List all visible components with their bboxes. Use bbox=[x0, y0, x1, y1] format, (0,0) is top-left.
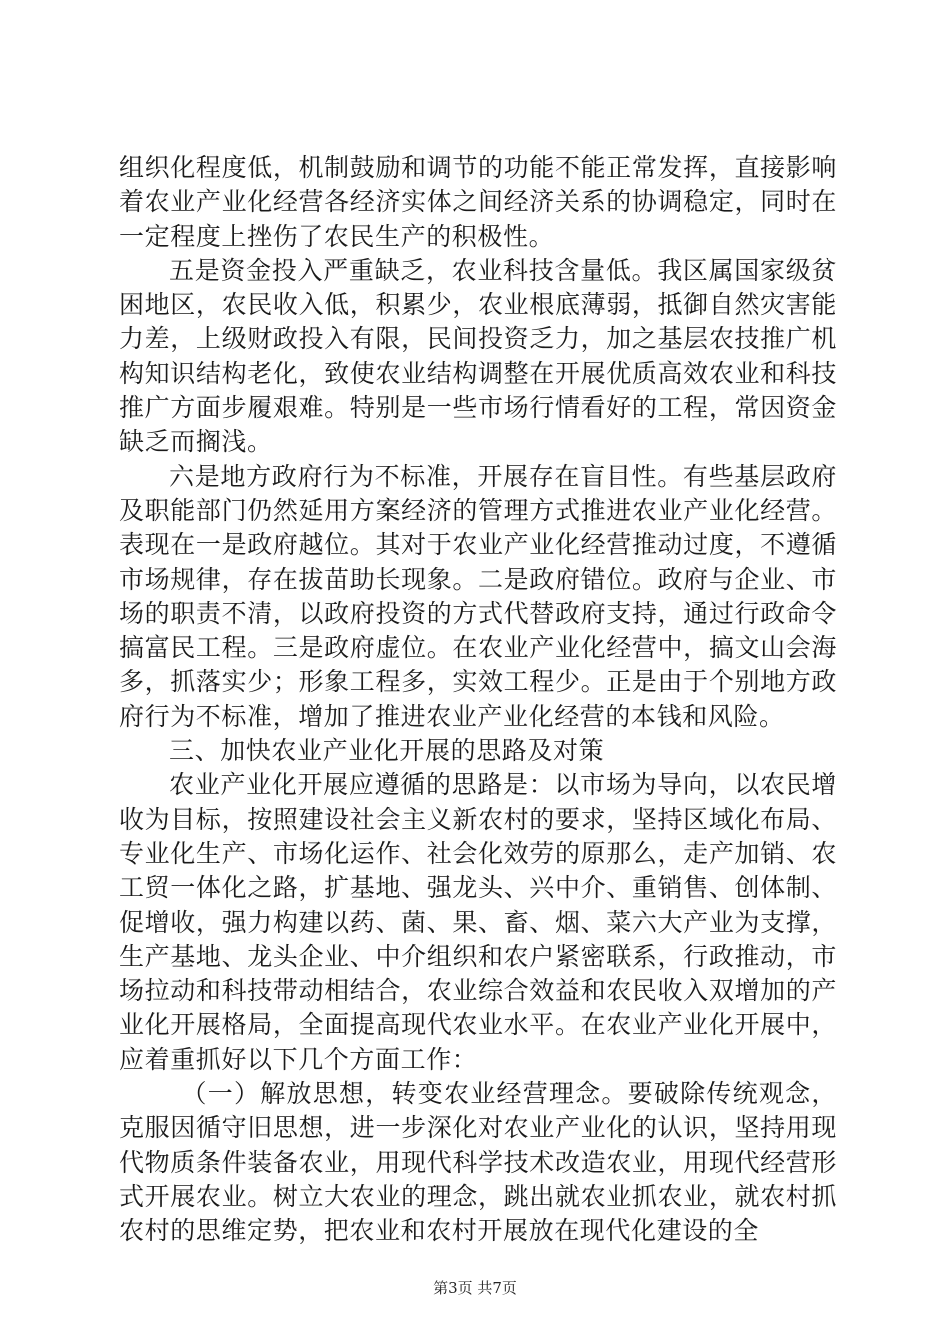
paragraph-continuation: 组织化程度低，机制鼓励和调节的功能不能正常发挥，直接影响着农业产业化经营各经济实体之间经济关系的协调稳定，同时在一定程度上挫伤了农民生产的积极性。 bbox=[119, 153, 837, 251]
document-body bbox=[119, 151, 837, 1249]
paragraph-subsection-one: （一）解放思想，转变农业经营理念。要破除传统观念，克服因循守旧思想，进一步深化对农业产业化的认识，坚持用现代物质条件装备农业，用现代科学技术改造农业，用现代经营形式开展农业。树立大农业的理念，跳出就农业抓农业，就农村抓农村的思维定势，把农业和农村开展放在现代化建设的全 bbox=[119, 1079, 837, 1246]
paragraph-approach: 农业产业化开展应遵循的思路是：以市场为导向，以农民增收为目标，按照建设社会主义新农村的要求，坚持区域化布局、专业化生产、市场化运作、社会化效劳的原那么，走产加销、农工贸一体化之路，扩基地、强龙头、兴中介、重销售、创体制、促增收，强力构建以药、菌、果、畜、烟、菜六大产业为支撑，生产基地、龙头企业、中介组织和农户紧密联系，行政推动，市场拉动和科技带动相结合，农业综合效益和农民收入双增加的产业化开展格局，全面提高现代农业水平。在农业产业化开展中，应着重抓好以下几个方面工作： bbox=[119, 770, 837, 1074]
page-number-footer: 第3页 共7页 bbox=[433, 1279, 517, 1297]
section-heading: 三、加快农业产业化开展的思路及对策 bbox=[169, 736, 605, 766]
paragraph-point-five: 五是资金投入严重缺乏，农业科技含量低。我区属国家级贫困地区，农民收入低，积累少，农业根底薄弱，抵御自然灾害能力差，上级财政投入有限，民间投资乏力，加之基层农技推广机构知识结构老化，致使农业结构调整在开展优质高效农业和科技推广方面步履艰难。特别是一些市场行情看好的工程，常因资金缺乏而搁浅。 bbox=[119, 255, 837, 457]
paragraph-point-six: 六是地方政府行为不标准，开展存在盲目性。有些基层政府及职能部门仍然延用方案经济的管理方式推进农业产业化经营。表现在一是政府越位。其对于农业产业化经营推动过度，不遵循市场规律，存在拔苗助长现象。二是政府错位。政府与企业、市场的职责不清，以政府投资的方式代替政府支持，通过行政命令搞富民工程。三是政府虚位。在农业产业化经营中，搞文山会海多，抓落实少；形象工程多，实效工程少。正是由于个别地方政府行为不标准，增加了推进农业产业化经营的本钱和风险。 bbox=[119, 461, 837, 731]
